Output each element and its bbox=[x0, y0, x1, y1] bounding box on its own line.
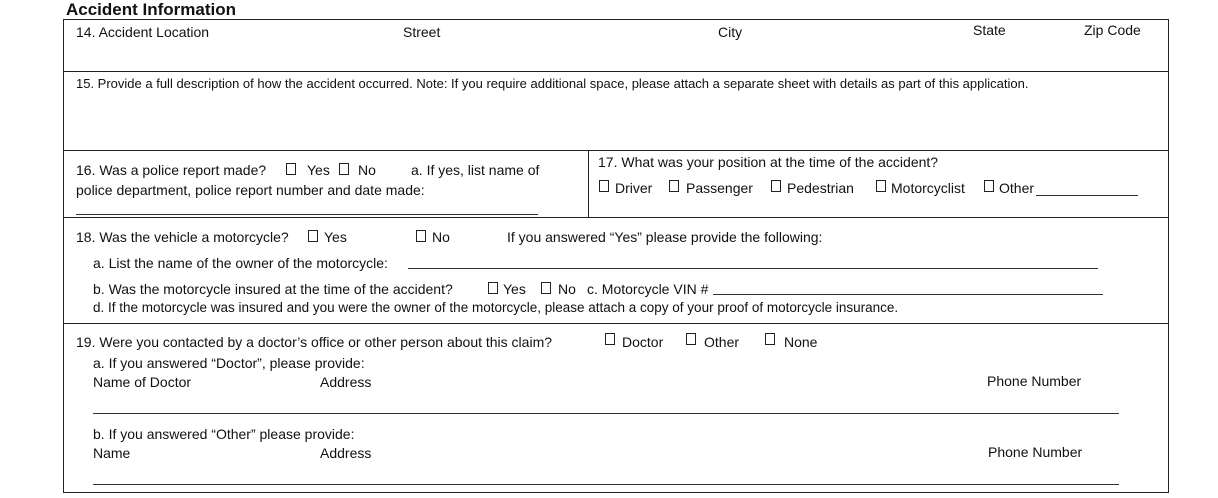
other-name-label: Name bbox=[93, 445, 131, 461]
position-motorcyclist-checkbox[interactable] bbox=[876, 180, 886, 192]
other-info-heading: b. If you answered “Other” please provide: bbox=[93, 426, 355, 442]
motorcycle-owner-line[interactable] bbox=[408, 268, 1098, 269]
doctor-phone-label: Phone Number bbox=[987, 373, 1082, 389]
police-report-answer-line[interactable] bbox=[76, 214, 538, 215]
police-report-no-label: No bbox=[358, 162, 376, 178]
contacted-question: 19. Were you contacted by a doctor’s office or other person about this claim? bbox=[76, 334, 553, 350]
zip-label: Zip Code bbox=[1084, 22, 1141, 38]
motorcycle-insurance-note: d. If the motorcycle was insured and you were the owner of the motorcycle, please attach a copy of your proof of motorcycle insurance. bbox=[93, 300, 899, 315]
motorcycle-question: 18. Was the vehicle a motorcycle? bbox=[76, 229, 289, 245]
motorcycle-owner-label: a. List the name of the owner of the motorcycle: bbox=[93, 255, 388, 271]
position-driver-checkbox[interactable] bbox=[599, 180, 609, 192]
contacted-other-checkbox[interactable] bbox=[686, 333, 696, 345]
motorcycle-insured-label: b. Was the motorcycle insured at the time of the accident? bbox=[93, 281, 453, 297]
doctor-info-heading: a. If you answered “Doctor”, please provide: bbox=[93, 355, 365, 371]
position-question: 17. What was your position at the time of the accident? bbox=[598, 154, 939, 170]
state-label: State bbox=[973, 22, 1006, 38]
police-report-yes-checkbox[interactable] bbox=[286, 163, 296, 175]
doctor-info-line[interactable] bbox=[93, 413, 1119, 414]
motorcycle-no-label: No bbox=[432, 229, 450, 245]
position-other-checkbox[interactable] bbox=[984, 180, 994, 192]
police-report-followup-line1: a. If yes, list name of bbox=[411, 162, 540, 178]
contacted-none-label: None bbox=[784, 334, 818, 350]
divider-18-19 bbox=[63, 323, 1169, 324]
police-report-followup-line2: police department, police report number and date made: bbox=[76, 182, 425, 198]
motorcycle-vin-line[interactable] bbox=[713, 294, 1103, 295]
position-pedestrian-label: Pedestrian bbox=[787, 180, 854, 196]
accident-location-label: 14. Accident Location bbox=[76, 24, 210, 40]
motorcycle-no-checkbox[interactable] bbox=[416, 230, 426, 242]
street-label: Street bbox=[403, 24, 441, 40]
other-phone-label: Phone Number bbox=[988, 444, 1083, 460]
contacted-doctor-checkbox[interactable] bbox=[605, 333, 615, 345]
doctor-address-label: Address bbox=[320, 374, 372, 390]
divider-16-18 bbox=[63, 217, 1169, 218]
position-motorcyclist-label: Motorcyclist bbox=[891, 180, 965, 196]
position-passenger-checkbox[interactable] bbox=[669, 180, 679, 192]
position-passenger-label: Passenger bbox=[686, 180, 753, 196]
contacted-other-label: Other bbox=[704, 334, 740, 350]
divider-16-17 bbox=[588, 150, 589, 217]
section-title: Accident Information bbox=[66, 0, 237, 19]
police-report-question: 16. Was a police report made? bbox=[76, 162, 267, 178]
doctor-name-label: Name of Doctor bbox=[93, 374, 192, 390]
motorcycle-note: If you answered “Yes” please provide the following: bbox=[507, 229, 823, 245]
police-report-yes-label: Yes bbox=[307, 162, 330, 178]
divider-15-16 bbox=[63, 150, 1169, 151]
position-other-label: Other bbox=[999, 180, 1035, 196]
position-driver-label: Driver bbox=[615, 180, 653, 196]
city-label: City bbox=[718, 24, 743, 40]
divider-14-15 bbox=[63, 71, 1169, 72]
motorcycle-insured-yes-label: Yes bbox=[503, 281, 526, 297]
other-address-label: Address bbox=[320, 445, 372, 461]
motorcycle-insured-no-label: No bbox=[558, 281, 576, 297]
motorcycle-vin-label: c. Motorcycle VIN # bbox=[587, 281, 709, 297]
police-report-no-checkbox[interactable] bbox=[339, 163, 349, 175]
other-info-line[interactable] bbox=[93, 484, 1119, 485]
position-pedestrian-checkbox[interactable] bbox=[771, 180, 781, 192]
motorcycle-insured-yes-checkbox[interactable] bbox=[488, 282, 498, 294]
motorcycle-yes-label: Yes bbox=[324, 229, 347, 245]
motorcycle-insured-no-checkbox[interactable] bbox=[541, 282, 551, 294]
motorcycle-yes-checkbox[interactable] bbox=[308, 230, 318, 242]
contacted-none-checkbox[interactable] bbox=[765, 333, 775, 345]
contacted-doctor-label: Doctor bbox=[622, 334, 664, 350]
description-label: 15. Provide a full description of how the accident occurred. Note: If you require additional space, please attach a separate sheet with details as part of this application. bbox=[76, 76, 1029, 91]
position-other-line[interactable] bbox=[1036, 195, 1138, 196]
